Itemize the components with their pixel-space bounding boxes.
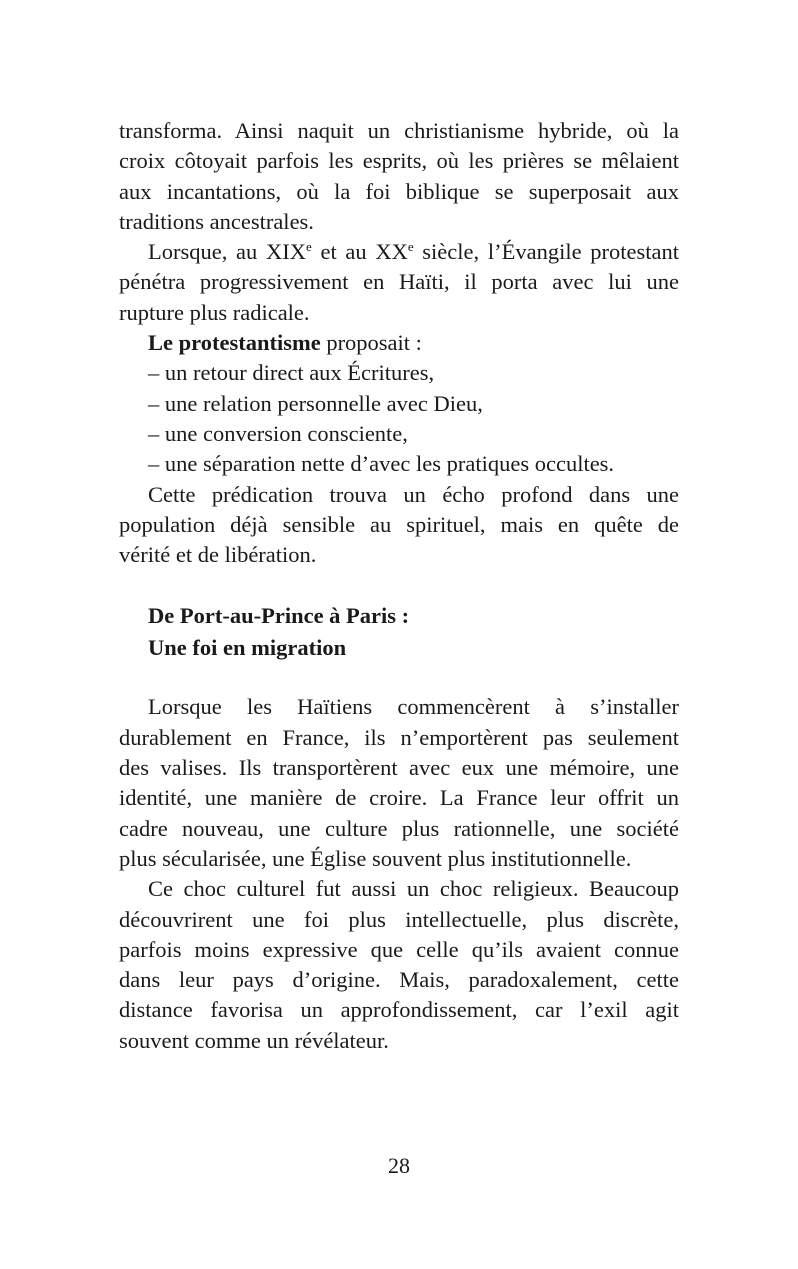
text-fragment: Lorsque, au XIX bbox=[148, 239, 306, 265]
list-item: – une séparation nette d’avec les pratiques occultes. bbox=[148, 451, 615, 477]
text-line: Ce choc culturel fut aussi un choc religieux. Beaucoup bbox=[148, 876, 679, 902]
text-line: dans leur pays d’origine. Mais, paradoxalement, cette bbox=[119, 967, 679, 993]
text-line: souvent comme un révélateur. bbox=[119, 1027, 389, 1053]
text-fragment: et au XX bbox=[311, 239, 408, 265]
text-line: Cette prédication trouva un écho profond dans une bbox=[148, 481, 679, 507]
section-heading-line: Une foi en migration bbox=[148, 635, 347, 661]
text-line: découvrirent une foi plus intellectuelle, plus discrète, bbox=[119, 906, 679, 932]
page-body bbox=[119, 116, 679, 1056]
text-fragment: siècle, l’Évangile protestant bbox=[413, 239, 679, 265]
paragraph-migration bbox=[119, 692, 679, 874]
paragraph-evangile bbox=[119, 237, 679, 328]
text-line: vérité et de libération. bbox=[119, 542, 317, 568]
text-line bbox=[119, 328, 679, 358]
text-fragment: proposait : bbox=[320, 330, 422, 356]
text-line: cadre nouveau, une culture plus rationnelle, une société bbox=[119, 815, 679, 841]
section-heading-line: De Port-au-Prince à Paris : bbox=[148, 603, 410, 629]
dash-list bbox=[119, 358, 679, 479]
list-item: – un retour direct aux Écritures, bbox=[148, 360, 435, 386]
paragraph-continuation bbox=[119, 116, 679, 237]
spacer bbox=[119, 664, 679, 692]
section-heading bbox=[119, 600, 679, 664]
list-item: – une conversion consciente, bbox=[148, 420, 408, 446]
text-line: distance favorisa un approfondissement, car l’exil agit bbox=[119, 997, 679, 1023]
text-line bbox=[119, 237, 679, 267]
text-line: traditions ancestrales. bbox=[119, 208, 314, 234]
text-line: transforma. Ainsi naquit un christianisme hybride, où la bbox=[119, 118, 679, 143]
list-item: – une relation personnelle avec Dieu, bbox=[148, 390, 483, 416]
page-number: 28 bbox=[388, 1153, 410, 1178]
text-line: durablement en France, ils n’emportèrent pas seulement bbox=[119, 724, 679, 750]
text-line: croix côtoyait parfois les esprits, où les prières se mêlaient bbox=[119, 148, 679, 174]
paragraph-predication bbox=[119, 480, 679, 571]
text-line: des valises. Ils transportèrent avec eux une mémoire, une bbox=[119, 755, 679, 781]
paragraph-protestantisme bbox=[119, 328, 679, 479]
text-line: identité, une manière de croire. La France leur offrit un bbox=[119, 785, 679, 811]
text-line: rupture plus radicale. bbox=[119, 299, 310, 325]
text-line: plus sécularisée, une Église souvent plus institutionnelle. bbox=[119, 845, 632, 871]
superscript: e bbox=[407, 239, 414, 255]
text-line: Lorsque les Haïtiens commencèrent à s’installer bbox=[148, 694, 679, 720]
bold-lead: Le protestantisme bbox=[148, 330, 321, 356]
superscript: e bbox=[305, 239, 312, 255]
text-line: parfois moins expressive que celle qu’ils avaient connue bbox=[119, 936, 679, 962]
paragraph-choc-culturel bbox=[119, 874, 679, 1056]
text-line: aux incantations, où la foi biblique se superposait aux bbox=[119, 178, 679, 204]
spacer bbox=[119, 570, 679, 600]
text-line: pénétra progressivement en Haïti, il porta avec lui une bbox=[119, 269, 679, 295]
text-line: population déjà sensible au spirituel, mais en quête de bbox=[119, 511, 679, 537]
